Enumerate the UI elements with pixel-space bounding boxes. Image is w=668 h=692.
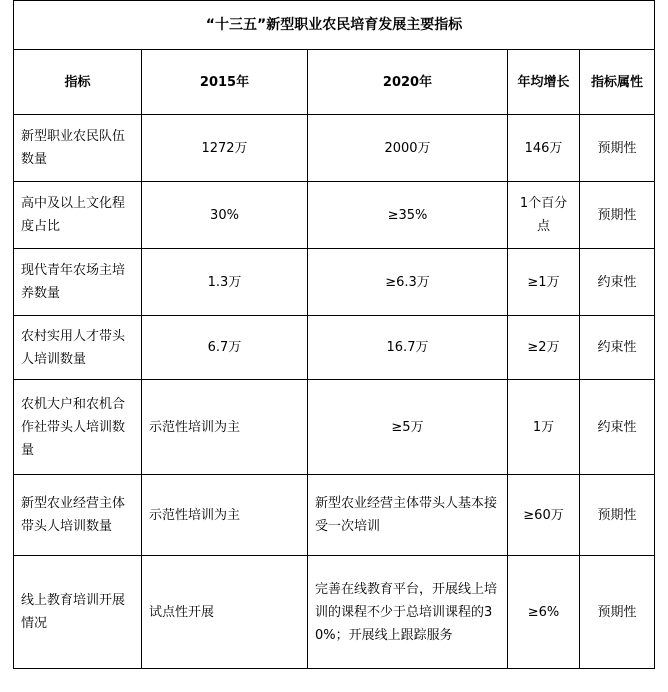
header-indicator: 指标 — [14, 50, 142, 115]
attribute-cell: 约束性 — [580, 316, 655, 380]
value-2015-cell: 示范性培训为主 — [142, 475, 308, 556]
indicator-cell: 新型职业农民队伍数量 — [14, 115, 142, 182]
table-title-row — [14, 1, 655, 50]
attribute-cell: 预期性 — [580, 115, 655, 182]
attribute-cell: 预期性 — [580, 182, 655, 249]
value-2020-cell: ≥5万 — [308, 380, 508, 475]
value-2015-cell: 试点性开展 — [142, 556, 308, 669]
indicator-cell: 新型农业经营主体带头人培训数量 — [14, 475, 142, 556]
value-2020-cell: 完善在线教育平台，开展线上培训的课程不少于总培训课程的30%；开展线上跟踪服务 — [308, 556, 508, 669]
header-2015: 2015年 — [142, 50, 308, 115]
indicator-cell: 高中及以上文化程度占比 — [14, 182, 142, 249]
table-row — [14, 249, 655, 316]
indicator-cell: 农村实用人才带头人培训数量 — [14, 316, 142, 380]
table-row — [14, 115, 655, 182]
table-row — [14, 475, 655, 556]
value-2020-cell: 2000万 — [308, 115, 508, 182]
table-row — [14, 316, 655, 380]
attribute-cell: 预期性 — [580, 556, 655, 669]
growth-cell: ≥2万 — [508, 316, 580, 380]
table-row — [14, 182, 655, 249]
value-2015-cell: 示范性培训为主 — [142, 380, 308, 475]
value-2015-cell: 1272万 — [142, 115, 308, 182]
growth-cell: ≥6% — [508, 556, 580, 669]
indicator-cell: 线上教育培训开展情况 — [14, 556, 142, 669]
growth-cell: 1万 — [508, 380, 580, 475]
table-row — [14, 380, 655, 475]
growth-cell: ≥60万 — [508, 475, 580, 556]
header-2020: 2020年 — [308, 50, 508, 115]
value-2020-cell: ≥6.3万 — [308, 249, 508, 316]
header-attribute: 指标属性 — [580, 50, 655, 115]
attribute-cell: 约束性 — [580, 380, 655, 475]
value-2020-cell: 新型农业经营主体带头人基本接受一次培训 — [308, 475, 508, 556]
indicators-table — [13, 0, 655, 669]
header-annual-growth: 年均增长 — [508, 50, 580, 115]
growth-cell: 146万 — [508, 115, 580, 182]
header-row — [14, 50, 655, 115]
attribute-cell: 预期性 — [580, 475, 655, 556]
table-row — [14, 556, 655, 669]
value-2015-cell: 30% — [142, 182, 308, 249]
indicator-cell: 现代青年农场主培养数量 — [14, 249, 142, 316]
growth-cell: 1个百分点 — [508, 182, 580, 249]
value-2020-cell: 16.7万 — [308, 316, 508, 380]
value-2015-cell: 6.7万 — [142, 316, 308, 380]
value-2020-cell: ≥35% — [308, 182, 508, 249]
growth-cell: ≥1万 — [508, 249, 580, 316]
indicator-cell: 农机大户和农机合作社带头人培训数量 — [14, 380, 142, 475]
value-2015-cell: 1.3万 — [142, 249, 308, 316]
attribute-cell: 约束性 — [580, 249, 655, 316]
table-title: “十三五”新型职业农民培育发展主要指标 — [14, 1, 655, 50]
